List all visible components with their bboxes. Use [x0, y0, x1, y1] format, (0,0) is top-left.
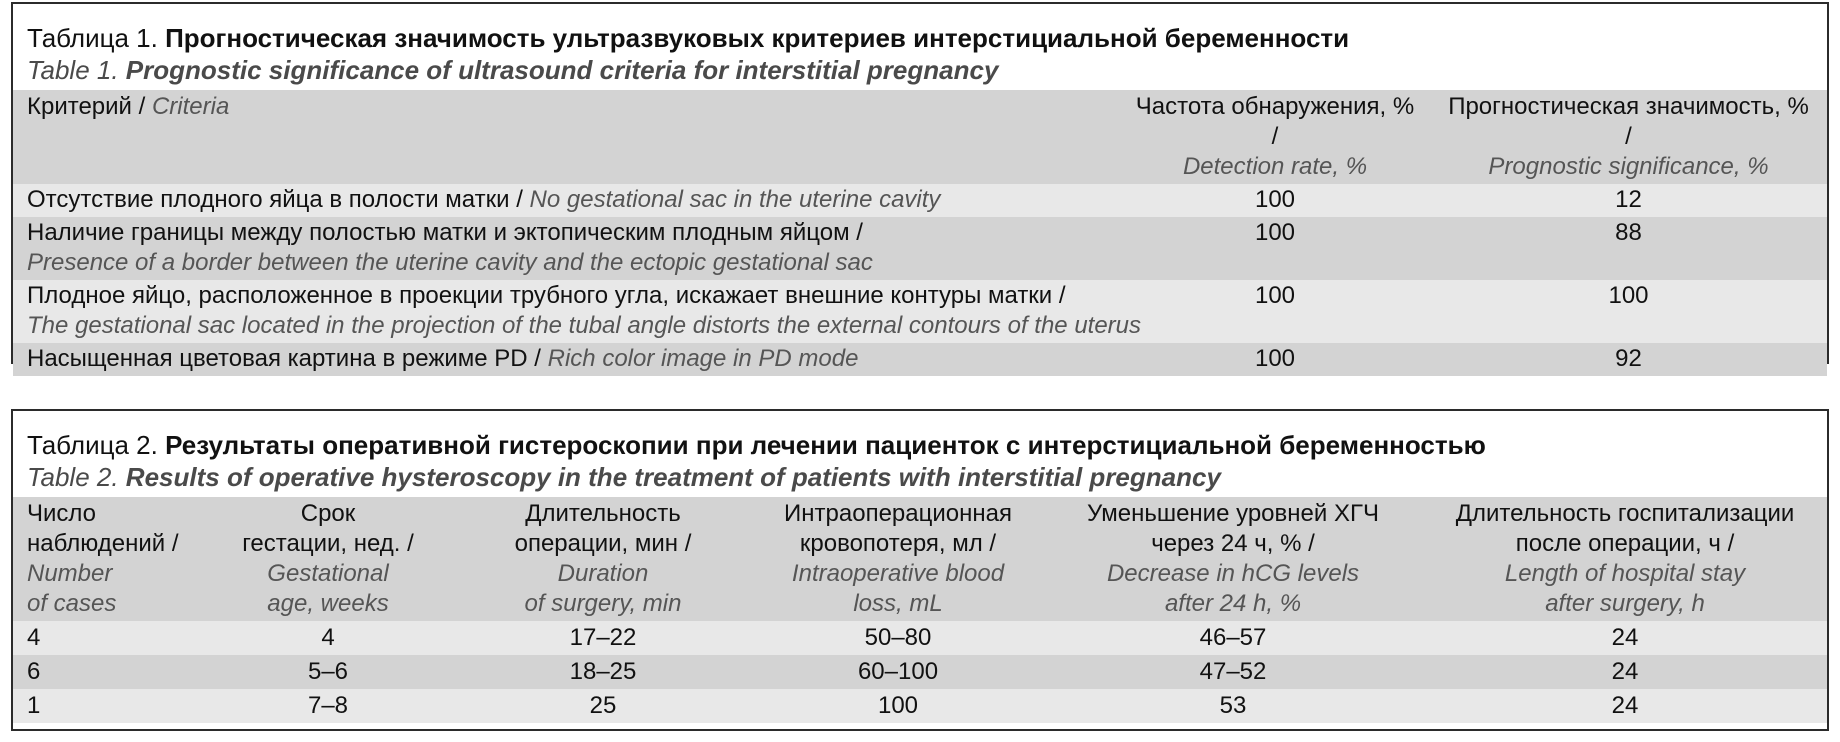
hospital-stay-cell: 24 [1611, 692, 1639, 719]
header-detection-en: Detection rate, % [1182, 153, 1368, 180]
detection-cell: 100 [1254, 186, 1296, 213]
detection-cell: 100 [1254, 345, 1296, 372]
blood-loss-cell: 60–100 [857, 658, 939, 685]
table-1-caption-en [13, 54, 1827, 90]
cases-cell: 6 [27, 658, 41, 685]
caption-en-prefix: Table 1. [27, 55, 126, 85]
header-en-line1: Length of hospital stay [1504, 560, 1746, 587]
header-en-line2: of cases [27, 590, 117, 617]
header-ru-line2: после операции, ч / [1515, 530, 1735, 557]
prognostic-cell: 92 [1615, 345, 1642, 372]
header-criteria-en: Criteria [151, 93, 230, 120]
header-en-line2: after 24 h, % [1164, 590, 1302, 617]
table-row [13, 184, 1827, 217]
prognostic-cell: 88 [1615, 219, 1642, 246]
criteria-cell [13, 217, 1120, 280]
table-1-grid [13, 90, 1827, 376]
prognostic-cell: 12 [1615, 186, 1642, 213]
header-cases [13, 497, 203, 621]
header-ru-line1: Интраоперационная [784, 500, 1012, 527]
criteria-en: The gestational sac located in the projection of the tubal angle distorts the external contours of the uterus [27, 312, 1142, 339]
header-detection-ru: Частота обнаружения, % / [1135, 93, 1415, 150]
header-en-line1: Gestational [267, 560, 389, 587]
blood-loss-cell: 100 [877, 692, 919, 719]
criteria-cell [13, 184, 1120, 217]
criteria-ru: Отсутствие плодного яйца в полости матки / [27, 186, 530, 213]
header-ru-line2: кровопотеря, мл / [799, 530, 997, 557]
duration-cell: 17–22 [569, 624, 637, 651]
header-ru-line1: Уменьшение уровней ХГЧ [1087, 500, 1379, 527]
table-1-caption [13, 4, 1827, 54]
header-criteria [13, 90, 1120, 184]
table-2-grid [13, 497, 1827, 723]
hospital-stay-cell: 24 [1611, 658, 1639, 685]
detection-cell: 100 [1254, 219, 1296, 246]
header-ru-line2: через 24 ч, % / [1151, 530, 1315, 557]
table-header-row [13, 90, 1827, 184]
header-hcg-decrease [1043, 497, 1423, 621]
table-1 [11, 2, 1829, 372]
header-ru-line1: Срок [300, 500, 356, 527]
gestational-age-cell: 7–8 [307, 692, 349, 719]
table-2-caption-en [13, 461, 1827, 497]
hcg-decrease-cell: 46–57 [1199, 624, 1267, 651]
duration-cell: 18–25 [569, 658, 637, 685]
header-en-line2: age, weeks [267, 590, 389, 617]
table-row [13, 621, 1827, 655]
duration-cell: 25 [589, 692, 617, 719]
caption-title: Результаты оперативной гистероскопии при лечении пациенток с интерстициальной беременностью [165, 430, 1486, 460]
header-ru-line1: Длительность госпитализации [1455, 500, 1795, 527]
hcg-decrease-cell: 53 [1219, 692, 1247, 719]
header-ru-line1: Длительность [525, 500, 681, 527]
header-prognostic-en: Prognostic significance, % [1488, 153, 1769, 180]
hcg-decrease-cell: 47–52 [1199, 658, 1267, 685]
caption-en-title: Results of operative hysteroscopy in the treatment of patients with interstitial pregnancy [125, 462, 1221, 492]
header-prognostic-ru: Прогностическая значимость, % / [1448, 93, 1809, 150]
blood-loss-cell: 50–80 [864, 624, 932, 651]
criteria-cell [13, 280, 1142, 343]
table-row [13, 343, 1827, 376]
hospital-stay-cell: 24 [1611, 624, 1639, 651]
criteria-en: Presence of a border between the uterine cavity and the ectopic gestational sac [27, 249, 873, 276]
header-duration [453, 497, 753, 621]
header-ru-line2: гестации, нед. / [242, 530, 414, 557]
caption-prefix: Таблица 1. [27, 23, 166, 53]
table-row [13, 280, 1827, 343]
header-en-line2: after surgery, h [1545, 590, 1705, 617]
header-en-line1: Number [27, 560, 113, 587]
caption-en-title: Prognostic significance of ultrasound criteria for interstitial pregnancy [125, 55, 999, 85]
header-gestational-age [203, 497, 453, 621]
header-en-line1: Intraoperative blood [791, 560, 1005, 587]
table-row [13, 689, 1827, 723]
header-hospital-stay [1423, 497, 1827, 621]
table-2-caption [13, 411, 1827, 461]
detection-cell: 100 [1254, 282, 1296, 309]
criteria-cell [13, 343, 1120, 376]
table-row [13, 655, 1827, 689]
table-row [13, 217, 1827, 280]
header-ru-line1: Число [27, 500, 97, 527]
header-ru-line2: операции, мин / [514, 530, 692, 557]
caption-en-prefix: Table 2. [27, 462, 126, 492]
header-en-line2: of surgery, min [524, 590, 682, 617]
header-en-line1: Duration [557, 560, 649, 587]
header-blood-loss [753, 497, 1043, 621]
criteria-ru: Наличие границы между полостью матки и эктопическим плодным яйцом / [27, 219, 863, 246]
table-2 [11, 409, 1829, 731]
gestational-age-cell: 5–6 [307, 658, 349, 685]
gestational-age-cell: 4 [321, 624, 335, 651]
header-en-line2: loss, mL [853, 590, 943, 617]
header-detection [1120, 90, 1430, 184]
criteria-en: No gestational sac in the uterine cavity [529, 186, 941, 213]
header-prognostic [1430, 90, 1827, 184]
caption-prefix: Таблица 2. [27, 430, 166, 460]
criteria-ru: Насыщенная цветовая картина в режиме PD / [27, 345, 548, 372]
table-header-row [13, 497, 1827, 621]
criteria-ru: Плодное яйцо, расположенное в проекции трубного угла, искажает внешние контуры матки / [27, 282, 1066, 309]
header-ru-line2: наблюдений / [27, 530, 179, 557]
caption-title: Прогностическая значимость ультразвуковых критериев интерстициальной беременности [165, 23, 1350, 53]
header-criteria-ru: Критерий / [27, 93, 152, 120]
cases-cell: 1 [27, 692, 41, 719]
criteria-en: Rich color image in PD mode [547, 345, 859, 372]
cases-cell: 4 [27, 624, 41, 651]
header-en-line1: Decrease in hCG levels [1106, 560, 1360, 587]
prognostic-cell: 100 [1608, 282, 1649, 309]
